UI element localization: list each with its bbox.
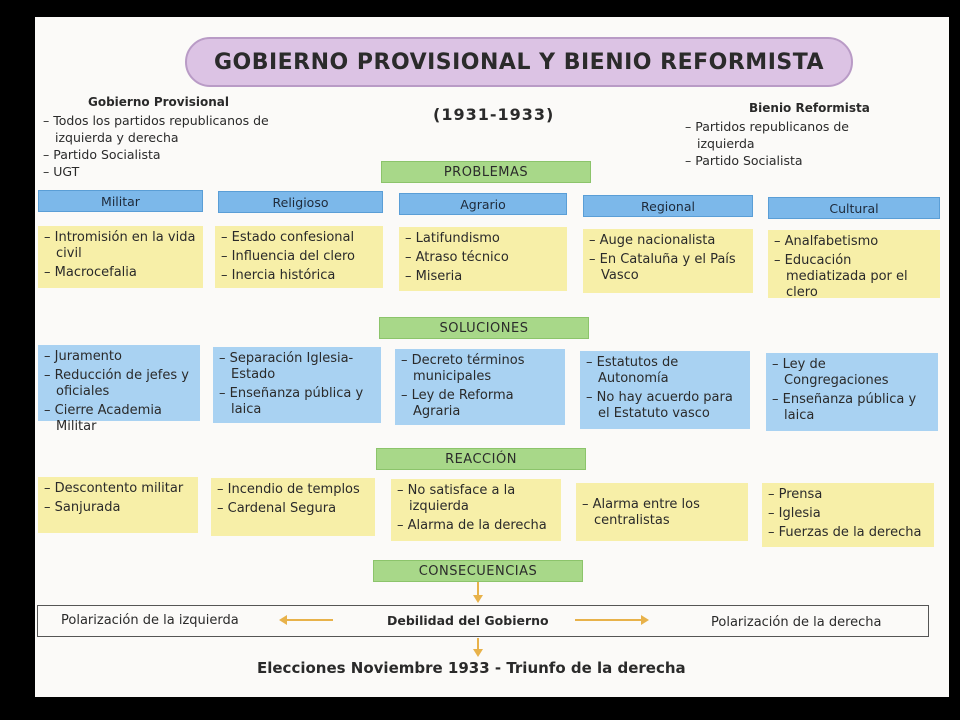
list-item: – Descontento militar [44,481,192,497]
list-item: – Partido Socialista [43,146,293,163]
list-item: – Iglesia [768,506,928,522]
list-item: – En Cataluña y el País Vasco [589,252,747,284]
reaccion-cultural-box [762,483,934,547]
list-item: – Prensa [768,487,928,503]
arrow-down-head [473,595,483,603]
category-agrario: Agrario [399,193,567,215]
reaccion-regional-box [576,483,748,541]
list-item: – Partidos republicanos de izquierda [685,118,885,152]
soluciones-agrario-box [395,349,565,425]
arrow-right-head [641,615,649,625]
bienio-reformista-panel [685,101,885,169]
category-religioso: Religioso [218,191,383,213]
list-item: – Miseria [405,269,561,285]
problemas-regional-box [583,229,753,293]
list-item: – No satisface a la izquierda [397,483,555,515]
polarizacion-derecha: Polarización de la derecha [711,615,882,630]
section-reaccion: REACCIÓN [376,448,586,470]
list-item: – Fuerzas de la derecha [768,525,928,541]
list-item: – UGT [43,163,293,180]
debilidad-gobierno: Debilidad del Gobierno [387,613,549,628]
problemas-cultural-box [768,230,940,298]
soluciones-cultural-box [766,353,938,431]
list-item: – Alarma de la derecha [397,518,555,534]
reaccion-militar-box [38,477,198,533]
polarizacion-izquierda: Polarización de la izquierda [61,613,239,628]
list-item: – Atraso técnico [405,250,561,266]
list-item: – Juramento [44,349,194,365]
soluciones-regional-box [580,351,750,429]
arrow-final-head [473,649,483,657]
list-item: – Cierre Academia Militar [44,403,194,435]
diagram-sheet [35,17,949,697]
list-item: – Alarma entre los centralistas [582,497,742,529]
list-item: – Todos los partidos republicanos de izquierda y derecha [43,112,293,146]
list-item: – Intromisión en la vida civil [44,230,197,262]
gobierno-provisional-title: Gobierno Provisional [88,95,229,109]
list-item: – Ley de Congregaciones [772,357,932,389]
list-item: – Partido Socialista [685,152,885,169]
category-cultural: Cultural [768,197,940,219]
category-regional: Regional [583,195,753,217]
list-item: – Cardenal Segura [217,501,369,517]
diagram-title: GOBIERNO PROVISIONAL Y BIENIO REFORMISTA [185,37,853,87]
section-soluciones: SOLUCIONES [379,317,589,339]
gobierno-provisional-panel [43,95,293,180]
list-item: – Inercia histórica [221,268,377,284]
years-label: (1931-1933) [433,105,555,124]
reaccion-agrario-box [391,479,561,541]
section-consecuencias: CONSECUENCIAS [373,560,583,582]
problemas-militar-box [38,226,203,288]
list-item: – Estatutos de Autonomía [586,355,744,387]
list-item: – Auge nacionalista [589,233,747,249]
bienio-reformista-title: Bienio Reformista [749,101,870,115]
arrow-left-line [285,619,333,621]
list-item: – Educación mediatizada por el clero [774,253,934,301]
list-item: – Macrocefalia [44,265,197,281]
problemas-religioso-box [215,226,383,288]
soluciones-militar-box [38,345,200,434]
list-item: – Reducción de jefes y oficiales [44,368,194,400]
list-item: – Latifundismo [405,231,561,247]
list-item: – Incendio de templos [217,482,369,498]
bienio-reformista-list [685,118,885,169]
arrow-down-line [477,582,479,596]
list-item: – No hay acuerdo para el Estatuto vasco [586,390,744,422]
list-item: – Analfabetismo [774,234,934,250]
category-militar: Militar [38,190,203,212]
list-item: – Estado confesional [221,230,377,246]
arrow-right-line [575,619,641,621]
list-item: – Separación Iglesia-Estado [219,351,375,383]
list-item: – Sanjurada [44,500,192,516]
section-problemas: PROBLEMAS [381,161,591,183]
soluciones-religioso-box [213,347,381,423]
list-item: – Decreto términos municipales [401,353,559,385]
list-item: – Enseñanza pública y laica [219,386,375,418]
list-item: – Enseñanza pública y laica [772,392,932,424]
reaccion-religioso-box [211,478,375,536]
final-result: Elecciones Noviembre 1933 - Triunfo de la derecha [257,659,686,677]
problemas-agrario-box [399,227,567,291]
list-item: – Ley de Reforma Agraria [401,388,559,420]
list-item: – Influencia del clero [221,249,377,265]
gobierno-provisional-list [43,112,293,180]
